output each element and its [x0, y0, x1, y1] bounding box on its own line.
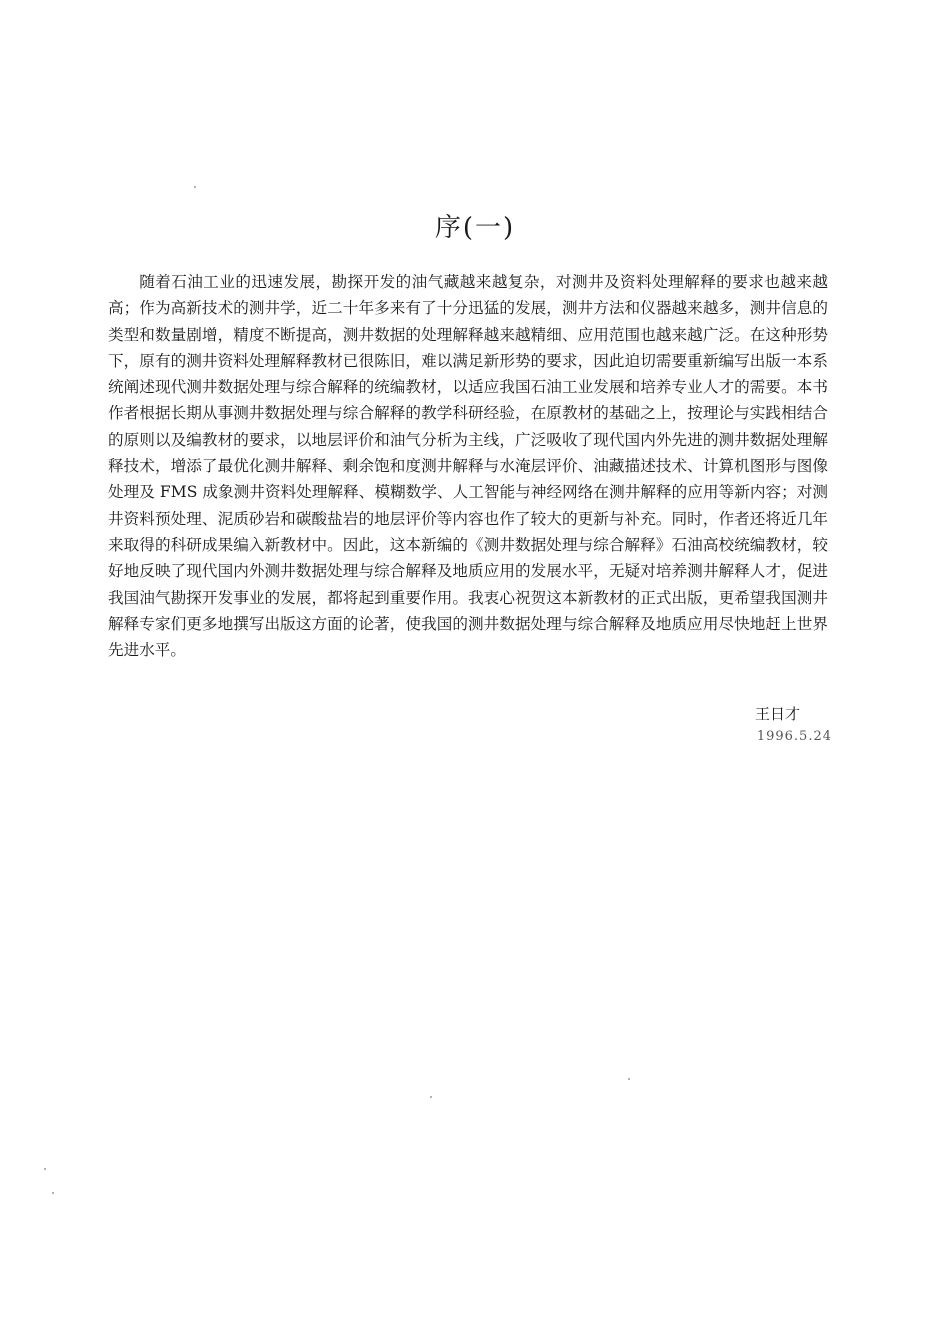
scan-speck — [430, 1096, 432, 1098]
scan-speck — [52, 1192, 54, 1194]
preface-date: 1996.5.24 — [756, 729, 832, 744]
preface-title: 序(一) — [434, 213, 516, 243]
scan-speck — [194, 186, 196, 188]
scan-speck — [628, 1078, 630, 1080]
preface-body-paragraph: 随着石油工业的迅速发展，勘探开发的油气藏越来越复杂，对测井及资料处理解释的要求也越来越高；作为高新技术的测井学，近二十年多来有了十分迅猛的发展，测井方法和仪器越来越多，测井信息的类型和数量剧增，精度不断提高，测井数据的处理解释越来越精细、应用范围也越来越广泛。在这种形势下，原有的测井资料处理解释教材已很陈旧，难以满足新形势的要求，因此迫切需要重新编写出版一本系统阐述现代测井数据处理与综合解释的统编教材，以适应我国石油工业发展和培养专业人才的需要。本书作者根据长期从事测井数据处理与综合解释的教学科研经验，在原教材的基础之上，按理论与实践相结合的原则以及编教材的要求，以地层评价和油气分析为主线，广泛吸收了现代国内外先进的测井数据处理解释技术，增添了最优化测井解释、剩余饱和度测井解释与水淹层评价、油藏描述技术、计算机图形与图像处理及 FMS 成象测井资料处理解释、模糊数学、人工智能与神经网络在测井解释的应用等新内容；对测井资料预处理、泥质砂岩和碳酸盐岩的地层评价等内容也作了较大的更新与补充。同时，作者还将近几年来取得的科研成果编入新教材中。因此，这本新编的《测井数据处理与综合解释》石油高校统编教材，较好地反映了现代国内外测井数据处理与综合解释及地质应用的发展水平，无疑对培养测井解释人才，促进我国油气勘探开发事业的发展，都将起到重要作用。我衷心祝贺这本新教材的正式出版，更希望我国测井解释专家们更多地撰写出版这方面的论著，使我国的测井数据处理与综合解释及地质应用尽快地赶上世界先进水平。 — [108, 273, 828, 660]
author-signature: 王日才 — [754, 705, 800, 723]
scan-speck — [44, 1168, 46, 1170]
